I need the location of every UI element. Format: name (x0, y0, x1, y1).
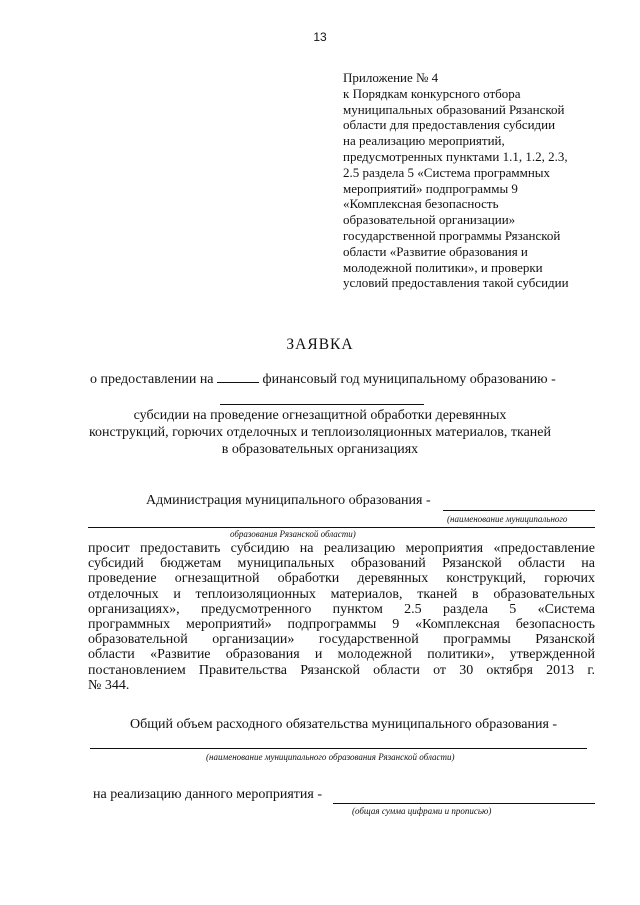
appendix-line: к Порядкам конкурсного отбора (343, 85, 521, 101)
appendix-line: молодежной политики», и проверки (343, 259, 543, 275)
administration-blank (443, 510, 595, 511)
amount-blank (333, 803, 595, 804)
paragraph-line: постановлением Правительства Рязанской области от 30 октября 2013 г. (88, 662, 595, 678)
paragraph-line: области «Развитие образования и молодежной политики», утвержденной (88, 647, 595, 663)
paragraph-line: № 344. (88, 677, 130, 693)
appendix-line: предусмотренных пунктами 1.1, 1.2, 2.3, (343, 148, 568, 164)
document-title: ЗАЯВКА (286, 336, 354, 353)
administration-note-2: образования Рязанской области) (230, 529, 356, 539)
appendix-line: области для предоставления субсидии (343, 117, 556, 133)
request-paragraph (88, 541, 595, 693)
paragraph-line: образовательной организации» государственной программы Рязанской (88, 632, 595, 648)
appendix-line: «Комплексная безопасность (343, 196, 499, 212)
subsidy-line: в образовательных организациях (221, 442, 419, 457)
implementation-line: на реализацию данного мероприятия - (93, 787, 323, 802)
paragraph-line: просит предоставить субсидию на реализацию мероприятия «предоставление (88, 541, 595, 556)
administration-blank-2 (88, 527, 595, 528)
request-line (90, 372, 556, 388)
subsidy-line: конструкций, горючих отделочных и теплоизоляционных материалов, тканей (88, 425, 552, 440)
appendix-line: на реализацию мероприятий, (343, 133, 505, 149)
year-blank (217, 382, 259, 383)
appendix-line: образовательной организации» (343, 212, 516, 228)
appendix-header (343, 70, 623, 291)
page-number: 13 (313, 30, 327, 44)
paragraph-line: субсидий бюджетам муниципальных образований Рязанской области на (88, 556, 595, 572)
municipality-blank-line (220, 404, 424, 405)
appendix-line: Приложение № 4 (343, 70, 439, 85)
appendix-line: мероприятий» подпрограммы 9 (343, 180, 518, 196)
appendix-line: муниципальных образований Рязанской (343, 101, 565, 117)
administration-line: Администрация муниципального образования - (146, 493, 431, 508)
request-prefix: о предоставлении на (90, 372, 214, 387)
volume-line: Общий объем расходного обязательства муниципального образования - (130, 717, 558, 732)
paragraph-line: проведение огнезащитной обработки деревянных конструкций, горючих (88, 571, 595, 587)
volume-note: (наименование муниципального образования Рязанской области) (206, 752, 455, 762)
paragraph-line: отделочных и теплоизоляционных материалов, тканей в образовательных (88, 586, 595, 602)
request-suffix: финансовый год муниципальному образованию - (262, 372, 556, 387)
subsidy-line: субсидии на проведение огнезащитной обработки деревянных (133, 408, 507, 423)
volume-blank (90, 748, 587, 749)
amount-note: (общая сумма цифрами и прописью) (352, 806, 492, 816)
appendix-line: области «Развитие образования и (343, 243, 528, 259)
appendix-line: государственной программы Рязанской (343, 227, 561, 243)
appendix-line: 2.5 раздела 5 «Система программных (343, 164, 551, 180)
administration-note-1: (наименование муниципального (447, 514, 568, 524)
appendix-line: условий предоставления такой субсидии (343, 275, 569, 291)
paragraph-line: программных мероприятий» подпрограммы 9 «Комплексная безопасность (88, 617, 595, 633)
paragraph-line: организациях», предусмотренного пунктом 2.5 раздела 5 «Система (88, 601, 595, 617)
